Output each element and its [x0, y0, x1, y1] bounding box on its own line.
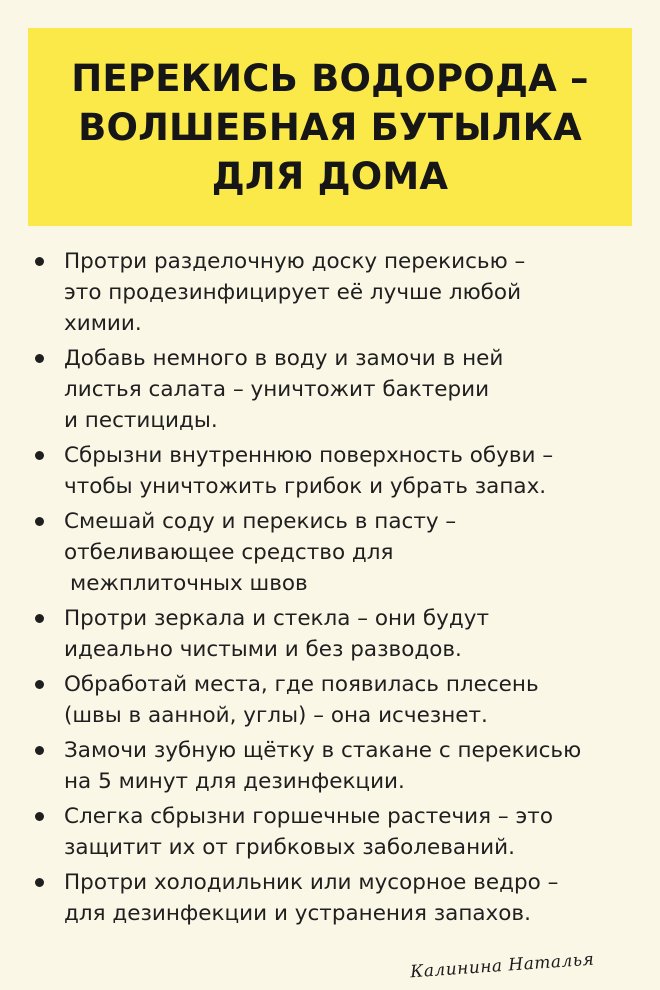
list-item [28, 735, 638, 797]
item-text: химии. [64, 311, 142, 336]
list-item [28, 343, 638, 436]
item-text: для дезинфекции и устранения запахов. [64, 901, 531, 926]
item-text: (швы в аанной, углы) – она исчезнет. [64, 703, 488, 728]
list-item [28, 506, 638, 599]
bullet-icon [35, 451, 44, 460]
item-text: листья салата – уничтожит бактерии [64, 377, 490, 402]
list-item [28, 801, 638, 863]
bullet-icon [35, 257, 44, 266]
tips-list [28, 246, 638, 933]
item-text: Протри зеркала и стекла – они будут [64, 606, 489, 631]
title-line: ПЕРЕКИСЬ ВОДОРОДА – [71, 56, 589, 100]
list-item [28, 246, 638, 339]
author-signature: Калинина Наталья [409, 949, 595, 983]
bullet-icon [35, 517, 44, 526]
page-title [71, 54, 588, 201]
bullet-icon [35, 354, 44, 363]
item-text: на 5 минут для дезинфекции. [64, 769, 405, 794]
bullet-icon [35, 680, 44, 689]
item-text: Протри разделочную доску перекисью – [64, 249, 526, 274]
bullet-icon [35, 878, 44, 887]
item-text: межплиточных швов [70, 571, 308, 596]
list-item [28, 867, 638, 929]
item-text: отбеливающее средство для [64, 540, 394, 565]
title-line: ВОЛШЕБНАЯ БУТЫЛКА [78, 105, 582, 149]
item-text: Сбрызни внутреннюю поверхность обуви – [64, 443, 554, 468]
list-item [28, 603, 638, 665]
item-text: Замочи зубную щётку в стакане с перекисью [64, 738, 582, 763]
item-text: Смешай соду и перекись в пасту – [64, 509, 457, 534]
item-text: чтобы уничтожить грибок и убрать запах. [64, 474, 547, 499]
item-text: Обработай места, где появилась плесень [64, 672, 539, 697]
title-line: ДЛЯ ДОМА [211, 154, 449, 198]
item-text: это продезинфицирует её лучше любой [64, 280, 522, 305]
item-text: Слегка сбрызни горшечные растечия – это [64, 804, 553, 829]
item-text: защитит их от грибковых заболеваний. [64, 835, 515, 860]
item-text: Протри холодильник или мусорное ведро – [64, 870, 559, 895]
item-text: Добавь немного в воду и замочи в ней [64, 346, 504, 371]
list-item [28, 669, 638, 731]
bullet-icon [35, 812, 44, 821]
bullet-icon [35, 614, 44, 623]
list-item [28, 440, 638, 502]
bullet-icon [35, 746, 44, 755]
title-banner [28, 28, 632, 226]
item-text: идеально чистыми и без разводов. [64, 637, 462, 662]
item-text: и пестициды. [64, 408, 218, 433]
